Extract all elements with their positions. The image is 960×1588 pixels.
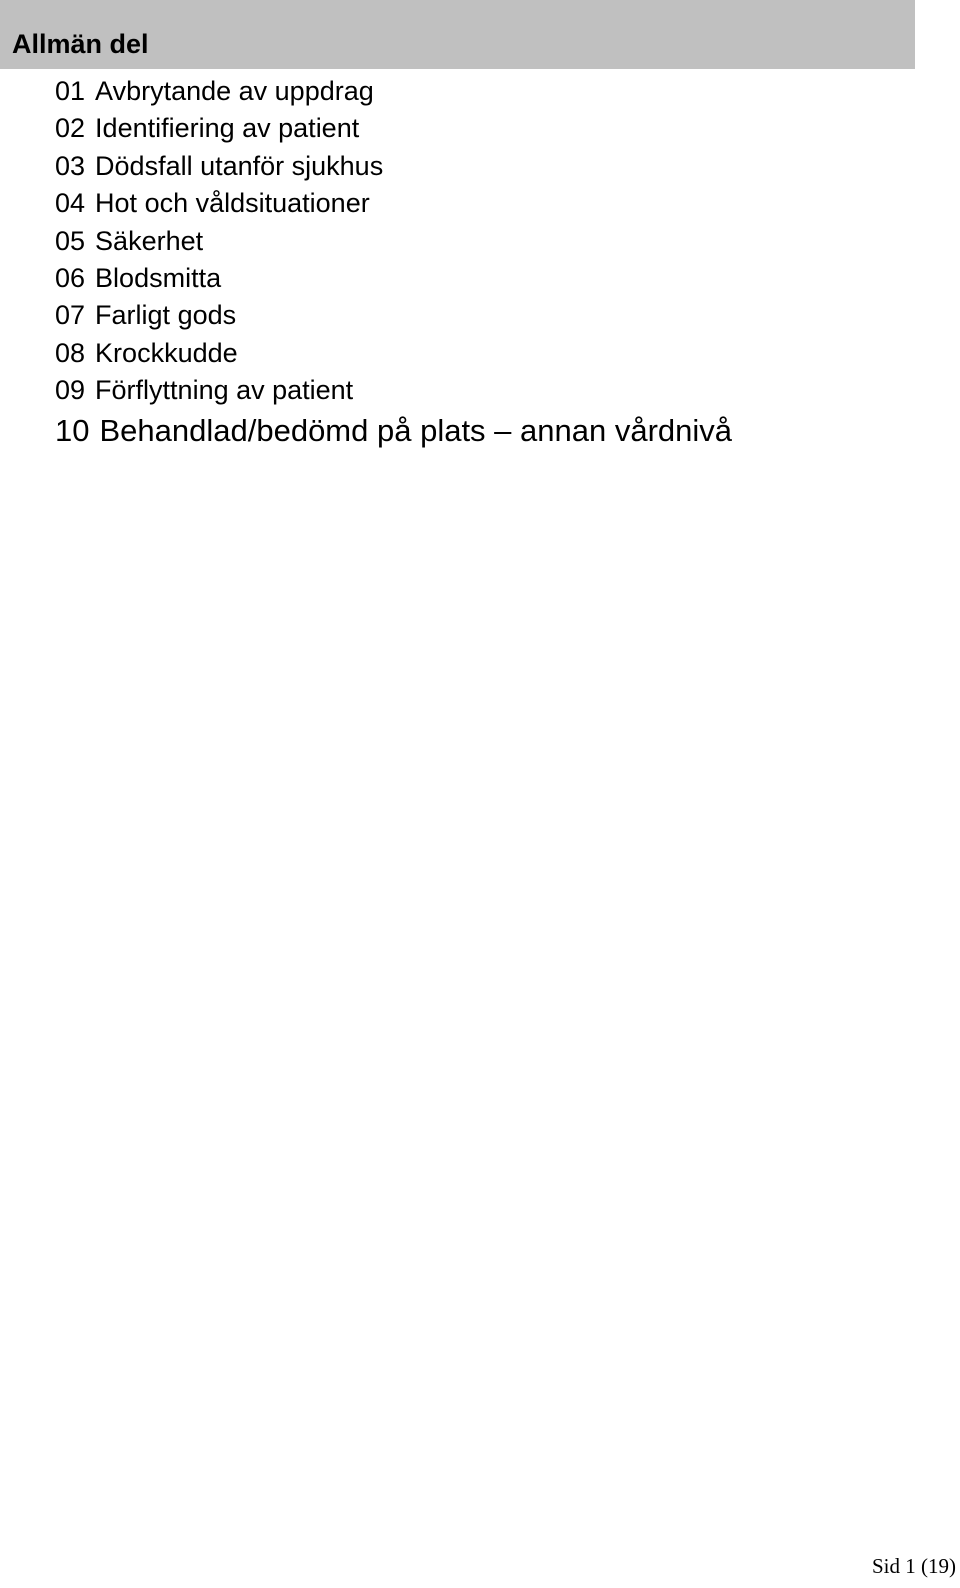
- toc-item[interactable]: [55, 372, 732, 409]
- toc-item-number: 02: [55, 113, 86, 144]
- page-number: Sid 1 (19): [872, 1554, 956, 1578]
- toc-item-number: 08: [55, 337, 86, 368]
- toc-item-label: Hot och våldsituationer: [95, 188, 370, 219]
- toc-list: [55, 73, 732, 452]
- toc-item-label: Säkerhet: [95, 225, 204, 256]
- toc-item[interactable]: [55, 148, 732, 185]
- toc-item-label: Behandlad/bedömd på plats – annan vårdnivå: [99, 412, 733, 448]
- toc-item-label: Dödsfall utanför sjukhus: [95, 150, 384, 181]
- toc-item-number: 06: [55, 262, 86, 293]
- toc-item-label: Avbrytande av uppdrag: [95, 76, 374, 106]
- toc-item-label: Blodsmitta: [95, 262, 222, 293]
- toc-item[interactable]: [55, 335, 732, 372]
- toc-item[interactable]: [55, 297, 732, 334]
- toc-item-number: 10: [55, 412, 90, 448]
- toc-item-number: 05: [55, 225, 86, 256]
- toc-item[interactable]: [55, 73, 732, 110]
- section-title: Allmän del: [12, 29, 149, 59]
- toc-item-label: Farligt gods: [95, 300, 237, 331]
- toc-item-number: 03: [55, 150, 86, 181]
- toc-item-number: 01: [55, 76, 86, 106]
- toc-item-label: Identifiering av patient: [95, 113, 360, 144]
- toc-item[interactable]: [55, 185, 732, 222]
- toc-item[interactable]: [55, 410, 732, 452]
- toc-item-label: Förflyttning av patient: [95, 375, 354, 406]
- toc-item-number: 07: [55, 300, 86, 331]
- toc-item-number: 04: [55, 188, 86, 219]
- toc-item[interactable]: [55, 223, 732, 260]
- toc-item[interactable]: [55, 260, 732, 297]
- section-header: [0, 0, 915, 69]
- toc-item[interactable]: [55, 110, 732, 147]
- toc-item-label: Krockkudde: [95, 337, 238, 368]
- toc-item-number: 09: [55, 375, 86, 406]
